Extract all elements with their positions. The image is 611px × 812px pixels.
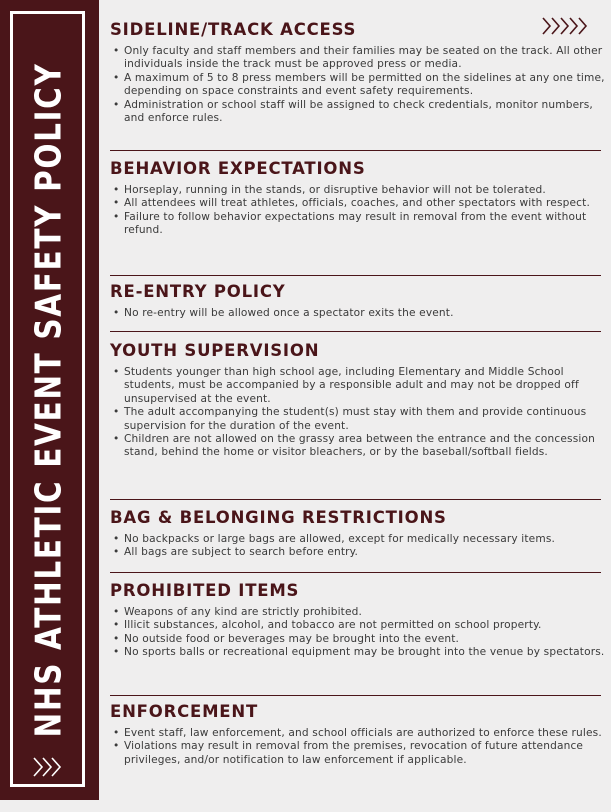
list-item: • No re-entry will be allowed once a spectator exits the event. <box>110 307 606 320</box>
list-item: • Failure to follow behavior expectations may result in removal from the event without refund. <box>110 211 606 238</box>
section-list <box>110 533 606 560</box>
section-enforcement <box>110 702 606 767</box>
section-list <box>110 606 606 660</box>
list-item: • Illicit substances, alcohol, and tobacco are not permitted on school property. <box>110 619 606 632</box>
section-behavior-expectations <box>110 159 606 238</box>
list-item: • A maximum of 5 to 8 press members will be permitted on the sidelines at any one time, depending on space constraints and event safety requirements. <box>110 72 606 99</box>
list-item: • Only faculty and staff members and their families may be seated on the track. All other individuals inside the track must be approved press or media. <box>110 45 606 72</box>
list-item: • Event staff, law enforcement, and school officials are authorized to enforce these rules. <box>110 727 606 740</box>
list-item: • Students younger than high school age, including Elementary and Middle School students, must be accompanied by a responsible adult and may not be dropped off unsupervised at the event. <box>110 366 606 406</box>
list-item: • All bags are subject to search before entry. <box>110 546 606 559</box>
list-item: • The adult accompanying the student(s) must stay with them and provide continuous supervision for the duration of the event. <box>110 406 606 433</box>
section-heading: PROHIBITED ITEMS <box>110 581 300 600</box>
section-heading: RE-ENTRY POLICY <box>110 282 286 301</box>
section-list <box>110 45 606 125</box>
section-youth-supervision <box>110 341 606 460</box>
list-item: • No backpacks or large bags are allowed, except for medically necessary items. <box>110 533 606 546</box>
section-sideline-track-access <box>110 20 606 125</box>
section-list <box>110 366 606 460</box>
section-heading: SIDELINE/TRACK ACCESS <box>110 20 357 39</box>
list-item: • Violations may result in removal from the premises, revocation of future attendance privileges, and/or notification to law enforcement if applicable. <box>110 740 606 767</box>
list-item: • All attendees will treat athletes, officials, coaches, and other spectators with respect. <box>110 197 606 210</box>
section-list <box>110 307 606 320</box>
section-divider <box>110 331 601 332</box>
list-item: • Weapons of any kind are strictly prohibited. <box>110 606 606 619</box>
title-sidebar <box>0 0 99 800</box>
section-re-entry-policy <box>110 282 606 320</box>
list-item: • Children are not allowed on the grassy area between the entrance and the concession stand, behind the home or visitor bleachers, or by the baseball/softball fields. <box>110 433 606 460</box>
section-prohibited-items <box>110 581 606 660</box>
section-heading: BAG & BELONGING RESTRICTIONS <box>110 508 447 527</box>
section-heading: YOUTH SUPERVISION <box>110 341 320 360</box>
section-divider <box>110 695 601 696</box>
list-item: • Administration or school staff will be assigned to check credentials, monitor numbers, and enforce rules. <box>110 99 606 126</box>
section-divider <box>110 572 601 573</box>
section-heading: ENFORCEMENT <box>110 702 259 721</box>
section-divider <box>110 150 601 151</box>
list-item: • Horseplay, running in the stands, or disruptive behavior will not be tolerated. <box>110 184 606 197</box>
section-list <box>110 727 606 767</box>
list-item: • No sports balls or recreational equipment may be brought into the venue by spectators. <box>110 646 606 659</box>
page-title <box>29 0 70 812</box>
section-heading: BEHAVIOR EXPECTATIONS <box>110 159 366 178</box>
page-title-text: NHS ATHLETIC EVENT SAFETY POLICY <box>28 62 70 738</box>
section-list <box>110 184 606 238</box>
section-divider <box>110 499 601 500</box>
section-bag-belonging-restrictions <box>110 508 606 560</box>
section-divider <box>110 275 601 276</box>
chevron-right-icon <box>32 756 66 778</box>
list-item: • No outside food or beverages may be brought into the event. <box>110 633 606 646</box>
